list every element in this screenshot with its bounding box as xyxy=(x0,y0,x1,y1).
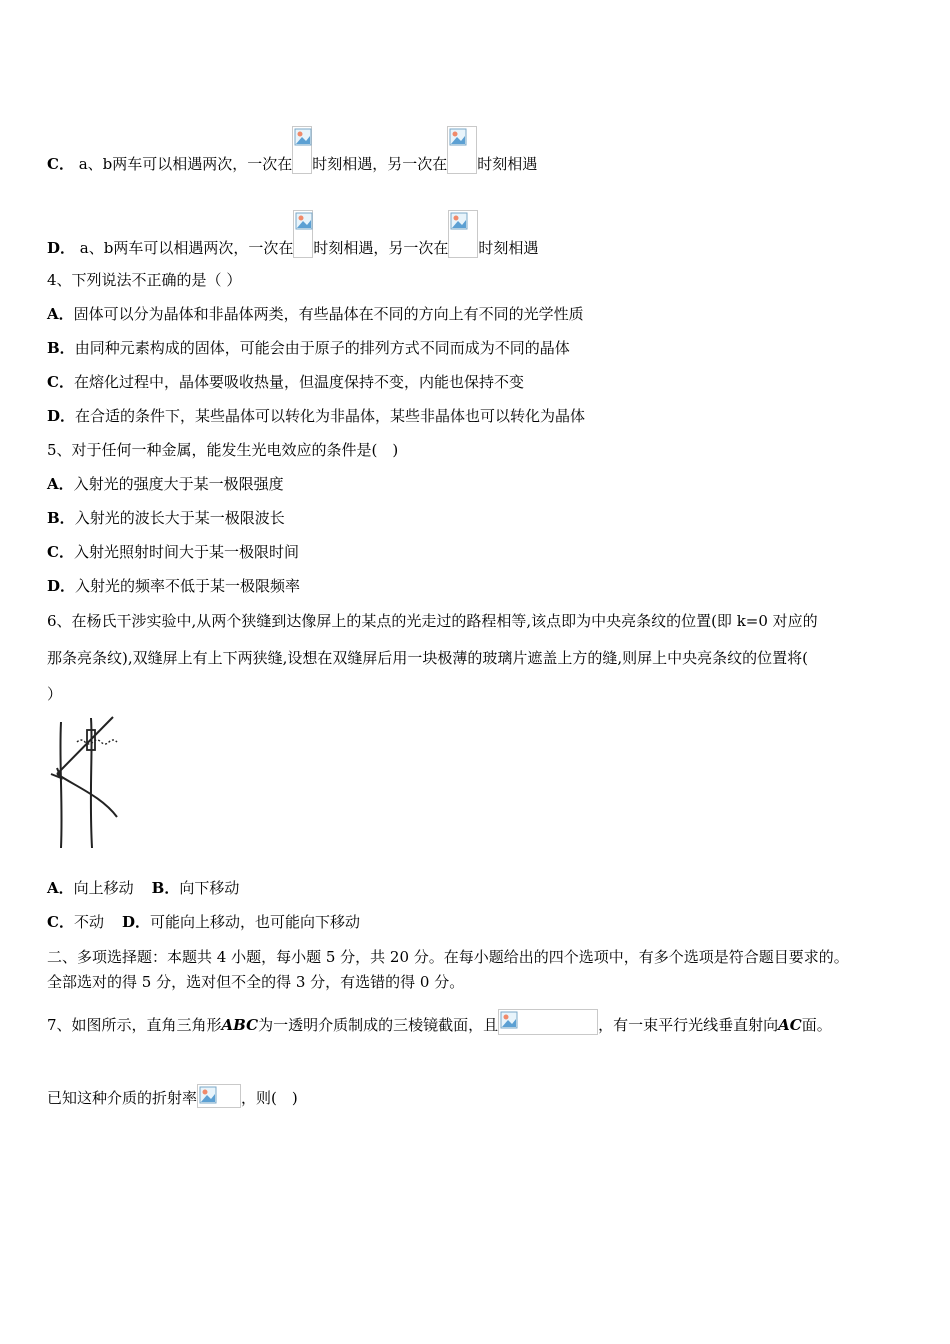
option-letter: A． xyxy=(47,475,74,493)
q4-option-b xyxy=(47,338,570,358)
option-letter: C． xyxy=(47,373,74,391)
option-text: 在熔化过程中，晶体要吸收热量，但温度保持不变，内能也保持不变 xyxy=(73,373,524,391)
section2-line2: 全部选对的得 5 分，选对但不全的得 3 分，有选错的得 0 分。 xyxy=(47,973,465,991)
option-letter: B． xyxy=(47,509,75,527)
q3-option-c-text-mid: 时刻相遇，另一次在 xyxy=(312,155,448,173)
q6-stem-line2: 那条亮条纹),双缝屏上有上下两狭缝,设想在双缝屏后用一块极薄的玻璃片遮盖上方的缝,则屏上中央亮条纹的位置将( xyxy=(47,649,809,667)
q5-option-b xyxy=(47,508,285,528)
q3-option-c-letter: C． xyxy=(47,155,74,173)
q6-stem-line3: ） xyxy=(47,685,63,703)
q3-option-c-text-post: 时刻相遇 xyxy=(477,155,538,173)
q7-var-abc: ABC xyxy=(221,1016,259,1034)
q6-options-ab xyxy=(47,878,239,898)
q3-option-c-text-pre: a、b两车可以相遇两次，一次在 xyxy=(78,155,293,173)
q5-option-a xyxy=(47,474,284,494)
q3-option-d-text-post: 时刻相遇 xyxy=(478,239,539,257)
q3-option-d xyxy=(47,210,538,258)
option-text: 入射光的强度大于某一极限强度 xyxy=(73,475,284,493)
option-letter: D． xyxy=(47,577,76,595)
q6-stem-line1: 6、在杨氏干涉实验中,从两个狭缝到达像屏上的某点的光走过的路程相等,该点即为中央亮条纹的位置(即 k=0 对应的 xyxy=(47,612,818,630)
option-text: 由同种元素构成的固体，可能会由于原子的排列方式不同而成为不同的晶体 xyxy=(74,339,570,357)
option-text: 入射光的波长大于某一极限波长 xyxy=(74,509,285,527)
option-text: 不动 xyxy=(73,913,104,931)
broken-image-icon xyxy=(448,210,478,258)
option-letter: A． xyxy=(47,305,74,323)
option-text: 入射光照射时间大于某一极限时间 xyxy=(73,543,299,561)
double-slit-sketch-svg xyxy=(47,712,137,852)
q7-stem-mid: 为一透明介质制成的三棱镜截面，且 xyxy=(258,1016,499,1034)
q4-option-d xyxy=(47,406,585,426)
option-text: 可能向上移动，也可能向下移动 xyxy=(149,913,360,931)
q7-line2-post: ，则( ) xyxy=(241,1089,298,1107)
double-slit-sketch xyxy=(47,712,137,856)
option-text: 向下移动 xyxy=(179,879,240,897)
option-text: 向上移动 xyxy=(73,879,134,897)
option-letter: B． xyxy=(47,339,75,357)
option-text: 固体可以分为晶体和非晶体两类，有些晶体在不同的方向上有不同的光学性质 xyxy=(73,305,584,323)
option-letter: A． xyxy=(47,879,74,897)
q3-option-d-letter: D． xyxy=(47,239,76,257)
q7-line2-pre: 已知这种介质的折射率 xyxy=(47,1089,198,1107)
option-text: 在合适的条件下，某些晶体可以转化为非晶体，某些非晶体也可以转化为晶体 xyxy=(75,407,586,425)
broken-image-icon xyxy=(197,1084,241,1108)
broken-image-icon xyxy=(447,126,477,174)
q5-option-d xyxy=(47,576,300,596)
q5-stem: 5、对于任何一种金属，能发生光电效应的条件是( ) xyxy=(47,441,399,459)
option-letter: D． xyxy=(47,407,76,425)
q7-var-ac: AC xyxy=(778,1016,802,1034)
q4-stem: 4、下列说法不正确的是（ ） xyxy=(47,271,242,289)
q3-option-d-text-pre: a、b两车可以相遇两次，一次在 xyxy=(79,239,294,257)
q7-stem-post2: 面。 xyxy=(801,1016,832,1034)
broken-image-icon xyxy=(293,210,313,258)
q7-stem-line1 xyxy=(47,1009,832,1035)
q7-stem-pre: 7、如图所示，直角三角形 xyxy=(47,1016,222,1034)
section2-line1: 二、多项选择题：本题共 4 小题，每小题 5 分，共 20 分。在每小题给出的四个选项中，有多个选项是符合题目要求的。 xyxy=(47,948,849,966)
q4-option-a xyxy=(47,304,584,324)
option-letter: C． xyxy=(47,913,74,931)
broken-image-icon xyxy=(292,126,312,174)
q3-option-c xyxy=(47,126,537,174)
option-text: 入射光的频率不低于某一极限频率 xyxy=(75,577,301,595)
q3-option-d-text-mid: 时刻相遇，另一次在 xyxy=(313,239,449,257)
q6-options-cd xyxy=(47,912,360,932)
q5-option-c xyxy=(47,542,299,562)
q7-stem-post1: ，有一束平行光线垂直射向 xyxy=(598,1016,779,1034)
option-letter: D． xyxy=(121,913,150,931)
q7-stem-line2 xyxy=(47,1084,298,1108)
broken-image-icon xyxy=(498,1009,598,1035)
option-letter: B． xyxy=(151,879,180,897)
option-letter: C． xyxy=(47,543,74,561)
q4-option-c xyxy=(47,372,524,392)
